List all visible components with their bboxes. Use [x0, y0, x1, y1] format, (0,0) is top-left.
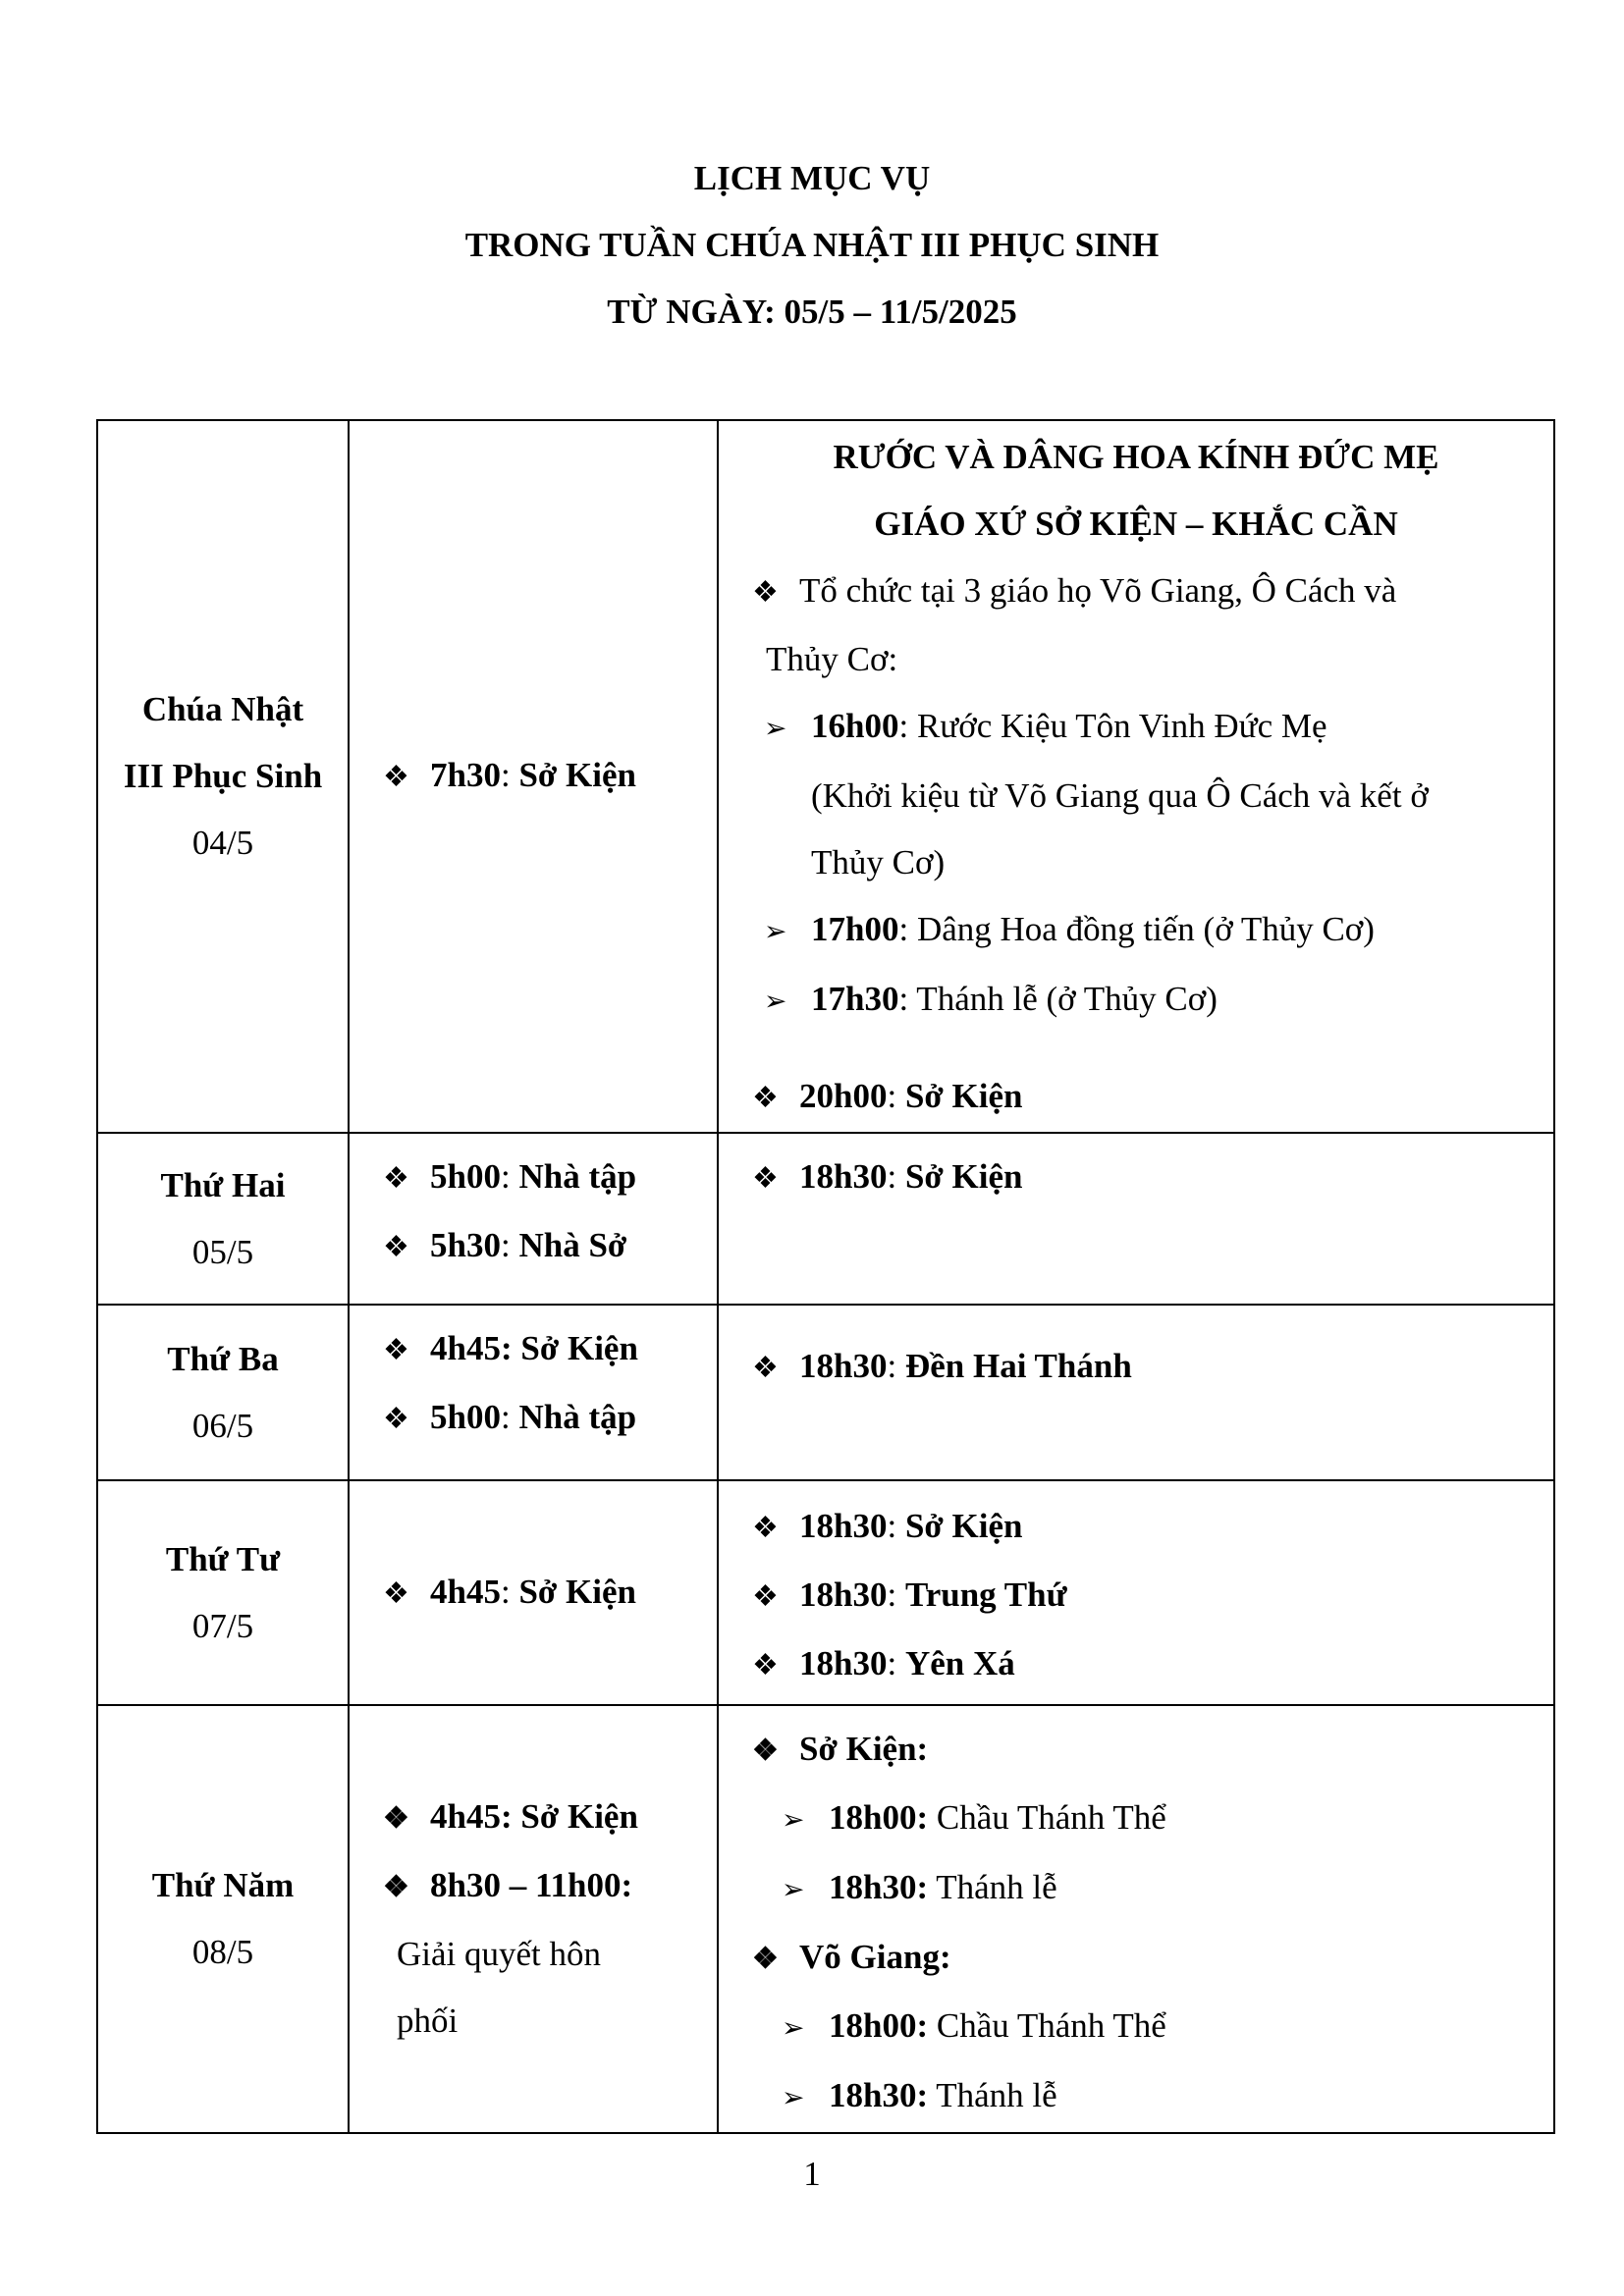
- morning-cell: [349, 1305, 718, 1480]
- diamond-bullet-icon: ❖: [383, 1231, 409, 1263]
- morning-cell: [349, 1705, 718, 2133]
- diamond-bullet-icon: ❖: [752, 1162, 779, 1195]
- list-item-continued: Giải quyết hôn: [397, 1935, 602, 1973]
- list-item: ❖ 5h30: Nhà Sở: [350, 1212, 717, 1281]
- day-date: 04/5: [191, 824, 254, 862]
- day-cell: [97, 1480, 349, 1705]
- list-item: ❖ 18h30: Sở Kiện: [719, 1493, 1553, 1562]
- evening-cell: [718, 1480, 1554, 1705]
- list-item: ❖ 7h30: Sở Kiện: [350, 742, 717, 811]
- day-name: III Phục Sinh: [123, 757, 323, 795]
- morning-cell: [349, 1480, 718, 1705]
- list-item: ❖ 18h30: Yên Xá: [719, 1630, 1553, 1699]
- list-item: ❖ 18h30: Đền Hai Thánh: [719, 1333, 1553, 1402]
- arrow-bullet-icon: ➢: [764, 714, 787, 744]
- sub-item-note: Thủy Cơ): [811, 843, 946, 881]
- sub-item: ➢ 18h30: Thánh lễ: [719, 2062, 1553, 2132]
- table-row: [97, 1705, 1554, 2133]
- day-cell: [97, 1305, 349, 1480]
- diamond-bullet-icon: ❖: [752, 1580, 779, 1613]
- event-heading: RƯỚC VÀ DÂNG HOA KÍNH ĐỨC MẸ: [833, 438, 1439, 476]
- page-number: 1: [803, 2155, 821, 2193]
- arrow-bullet-icon: ➢: [764, 917, 787, 947]
- day-name: Thứ Tư: [165, 1539, 281, 1578]
- day-name: Thứ Năm: [151, 1866, 295, 1904]
- list-item: ❖ Tổ chức tại 3 giáo họ Võ Giang, Ô Cách và: [719, 558, 1553, 626]
- arrow-bullet-icon: ➢: [782, 2083, 805, 2113]
- diamond-bullet-icon: ❖: [752, 1735, 779, 1767]
- sub-item: ➢ 18h00: Chầu Thánh Thể: [719, 1785, 1553, 1854]
- table-row: [97, 1305, 1554, 1480]
- diamond-bullet-icon: ❖: [752, 1512, 779, 1544]
- diamond-bullet-icon: ❖: [383, 1576, 409, 1610]
- list-item: ❖ 4h45: Sở Kiện: [350, 1559, 717, 1628]
- diamond-bullet-icon: ❖: [752, 1352, 779, 1384]
- day-date: 07/5: [191, 1606, 254, 1645]
- day-date: 06/5: [191, 1406, 254, 1445]
- morning-cell: [349, 420, 718, 1133]
- list-item: ❖ 4h45: Sở Kiện: [350, 1315, 717, 1384]
- list-item-continued: phối: [397, 2002, 459, 2040]
- list-item: ❖ Võ Giang:: [719, 1924, 1553, 1993]
- diamond-bullet-icon: ❖: [752, 1943, 779, 1975]
- list-item: ❖ 5h00: Nhà tập: [350, 1384, 717, 1453]
- evening-cell: [718, 1305, 1554, 1480]
- diamond-bullet-icon: ❖: [752, 1082, 779, 1114]
- title-line-2: TRONG TUẦN CHÚA NHẬT III PHỤC SINH: [464, 226, 1160, 264]
- evening-cell: [718, 1133, 1554, 1305]
- arrow-bullet-icon: ➢: [764, 987, 787, 1017]
- arrow-bullet-icon: ➢: [782, 1805, 805, 1836]
- diamond-bullet-icon: ❖: [383, 761, 409, 793]
- list-item: ❖ 20h00: Sở Kiện: [719, 1063, 1553, 1132]
- sub-item: ➢ 18h30: Thánh lễ: [719, 1854, 1553, 1924]
- arrow-bullet-icon: ➢: [782, 2013, 805, 2044]
- title-line-3: TỪ NGÀY: 05/5 – 11/5/2025: [607, 293, 1017, 331]
- day-date: 05/5: [191, 1232, 254, 1271]
- list-item: ❖ 5h00: Nhà tập: [350, 1144, 717, 1212]
- sub-item: ➢ 17h00: Dâng Hoa đồng tiến (ở Thủy Cơ): [719, 896, 1553, 966]
- list-item: ❖ 8h30 – 11h00:: [350, 1852, 717, 1921]
- document-title: [0, 145, 1624, 346]
- schedule-table: [96, 419, 1555, 2134]
- day-cell: [97, 1133, 349, 1305]
- title-line-1: LỊCH MỤC VỤ: [693, 159, 931, 197]
- list-item: ❖ Sở Kiện:: [719, 1716, 1553, 1785]
- diamond-bullet-icon: ❖: [383, 1334, 409, 1366]
- day-cell: [97, 420, 349, 1133]
- list-item: ❖ 4h45: Sở Kiện: [350, 1784, 717, 1852]
- table-row: [97, 1133, 1554, 1305]
- arrow-bullet-icon: ➢: [782, 1875, 805, 1905]
- event-subheading: GIÁO XỨ SỞ KIỆN – KHẮC CẦN: [874, 505, 1398, 543]
- list-item: ❖ 18h30: Trung Thứ: [719, 1562, 1553, 1630]
- sub-item: ➢ 16h00: Rước Kiệu Tôn Vinh Đức Mẹ: [719, 693, 1553, 763]
- day-name: Thứ Ba: [167, 1339, 279, 1378]
- list-item-continued: Thủy Cơ:: [766, 640, 898, 678]
- table-row: [97, 1480, 1554, 1705]
- evening-cell: [718, 1705, 1554, 2133]
- diamond-bullet-icon: ❖: [383, 1802, 409, 1835]
- day-cell: [97, 1705, 349, 2133]
- diamond-bullet-icon: ❖: [752, 1649, 779, 1682]
- sub-item: ➢ 18h00: Chầu Thánh Thể: [719, 1993, 1553, 2062]
- evening-cell: [718, 420, 1554, 1133]
- diamond-bullet-icon: ❖: [752, 576, 779, 609]
- sub-item: ➢ 17h30: Thánh lễ (ở Thủy Cơ): [719, 966, 1553, 1036]
- day-date: 08/5: [191, 1933, 254, 1971]
- morning-cell: [349, 1133, 718, 1305]
- day-name: Chúa Nhật: [141, 690, 304, 728]
- diamond-bullet-icon: ❖: [383, 1403, 409, 1435]
- day-name: Thứ Hai: [160, 1165, 286, 1204]
- list-item: ❖ 18h30: Sở Kiện: [719, 1144, 1553, 1212]
- table-row: [97, 420, 1554, 1133]
- sub-item-note: (Khởi kiệu từ Võ Giang qua Ô Cách và kết ở: [811, 776, 1429, 815]
- diamond-bullet-icon: ❖: [383, 1871, 409, 1903]
- diamond-bullet-icon: ❖: [383, 1162, 409, 1195]
